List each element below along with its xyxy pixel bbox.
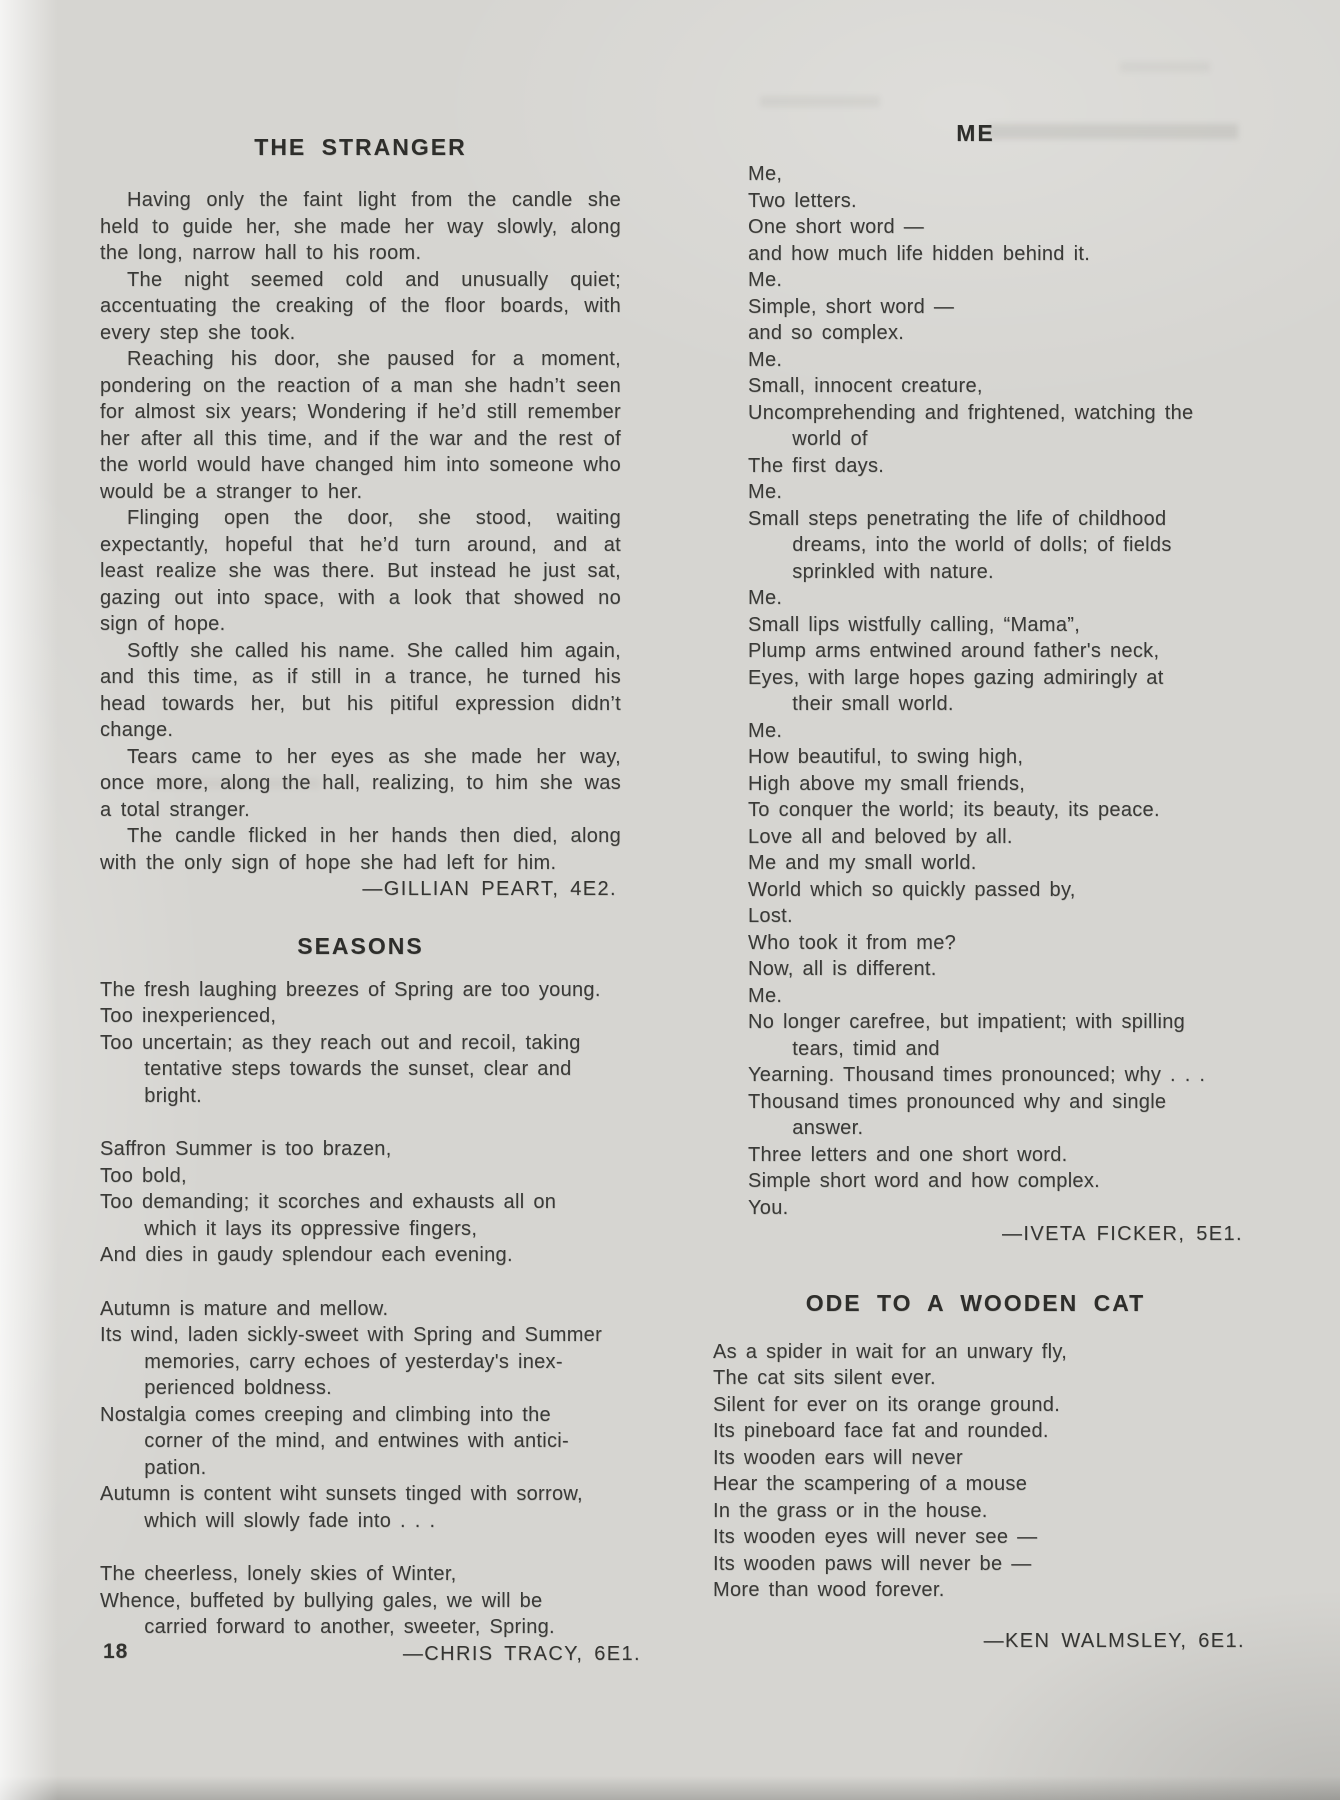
poem-line: You.: [748, 1196, 789, 1219]
poem-line: Small steps penetrating the life of childhood: [748, 507, 1167, 530]
poem-line: Too inexperienced,: [100, 1005, 277, 1027]
page-number: 18: [103, 1640, 129, 1663]
stanza: [100, 1296, 621, 1535]
poem-line: Its wind, laden sickly-sweet with Spring and Summer: [100, 1324, 603, 1346]
poem-line: The first days.: [748, 454, 885, 477]
poem-line: Small, innocent creature,: [748, 375, 983, 397]
poem-line: Whence, buffeted by bullying gales, we will be: [100, 1589, 543, 1612]
poem-line: Autumn is mature and mellow.: [100, 1297, 389, 1320]
left-column: [100, 134, 641, 1667]
poem-line: Me.: [748, 348, 783, 371]
poem-line: Its wooden eyes will never see —: [713, 1526, 1038, 1548]
poem-line: Yearning. Thousand times pronounced; why . . .: [748, 1064, 1206, 1086]
poem-line: Uncomprehending and frightened, watching the: [748, 401, 1194, 424]
poem-line: memories, carry echoes of yesterday's inex-: [100, 1350, 563, 1373]
poem-line: In the grass or in the house.: [713, 1499, 988, 1522]
poem-line: Me.: [748, 269, 783, 291]
stanza: [100, 1136, 621, 1269]
poem-line: answer.: [748, 1117, 864, 1139]
poem-line: Me.: [748, 587, 783, 609]
poem-wooden-cat-title: ODE TO A WOODEN CAT: [805, 1289, 1146, 1316]
poem-line: Me.: [748, 481, 783, 503]
poem-line: Too uncertain; as they reach out and recoil, taking: [100, 1031, 581, 1054]
poem-line: Its wooden ears will never: [713, 1446, 963, 1469]
poem-line: Thousand times pronounced why and single: [748, 1090, 1167, 1113]
poem-line: More than wood forever.: [713, 1579, 945, 1601]
poem-me-title: ME: [956, 120, 995, 146]
poem-line: To conquer the world; its beauty, its peace.: [748, 799, 1160, 821]
poem-line: Me and my small world.: [748, 852, 977, 874]
poem-line: and how much life hidden behind it.: [748, 242, 1091, 265]
poem-line: Nostalgia comes creeping and climbing into the: [100, 1403, 551, 1426]
story-paragraph: Flinging open the door, she stood, waiting expectantly, hopeful that he’d turn around, and at least realize she was there. But instead he just sat, gazing out into space, with a look that showed no sign of hope.: [100, 507, 621, 635]
poem-line: which it lays its oppressive fingers,: [100, 1217, 478, 1240]
poem-wooden-cat-attribution: —KEN WALMSLEY, 6E1.: [983, 1629, 1245, 1652]
poem-line: Silent for ever on its orange ground.: [713, 1393, 1061, 1416]
poem-line: Three letters and one short word.: [748, 1143, 1068, 1166]
poem-line: pation.: [100, 1456, 207, 1479]
story-paragraph: Having only the faint light from the candle she held to guide her, she made her way slowly, along the long, narrow hall to his room.: [100, 189, 621, 264]
poem-line: Small lips wistfully calling, “Mama”,: [748, 613, 1081, 636]
poem-line: Plump arms entwined around father's neck,: [748, 640, 1160, 662]
poem-line: their small world.: [748, 693, 954, 715]
poem-line: world of: [748, 428, 868, 450]
story-paragraph: Softly she called his name. She called him again, and this time, as if still in a trance, he turned his head towards her, but his pitiful expression didn’t change.: [100, 639, 621, 741]
poem-line: Saffron Summer is too brazen,: [100, 1138, 392, 1160]
poem-line: High above my small friends,: [748, 772, 1026, 795]
poem-line: Me,: [748, 163, 783, 185]
poem-seasons-title: SEASONS: [297, 932, 424, 959]
story-paragraph: The night seemed cold and unusually quiet; accentuating the creaking of the floor boards, with every step she took.: [100, 268, 621, 344]
story-paragraph: Tears came to her eyes as she made her way, once more, along the hall, realizing, to him she was a total stranger.: [100, 745, 621, 821]
poem-line: The cat sits silent ever.: [713, 1367, 936, 1389]
poem-seasons: [100, 932, 641, 1668]
story-the-stranger: [100, 134, 621, 903]
stanza: [100, 1561, 621, 1641]
story-attribution: —GILLIAN PEART, 4E2.: [362, 878, 617, 900]
poem-line: bright.: [100, 1084, 202, 1107]
poem-line: Autumn is content wiht sunsets tinged with sorrow,: [100, 1483, 583, 1505]
poem-line: Too bold,: [100, 1164, 187, 1187]
story-paragraph: Reaching his door, she paused for a moment, pondering on the reaction of a man she hadn’t seen for almost six years; Wondering if he’d still remember her after all this time, and if the war and the rest of the world would have changed him into someone who would be a stranger to her.: [100, 348, 621, 503]
poem-line: Simple short word and how complex.: [748, 1170, 1101, 1192]
story-body: [100, 187, 621, 876]
poem-line: perienced boldness.: [100, 1377, 333, 1399]
poem-line: carried forward to another, sweeter, Spring.: [100, 1616, 555, 1638]
showthrough-ghost-text: [760, 96, 880, 107]
poem-line: And dies in gaudy splendour each evening.: [100, 1244, 513, 1266]
poem-seasons-attribution: —CHRIS TRACY, 6E1.: [402, 1642, 641, 1665]
poem-line: Me.: [748, 719, 783, 742]
poem-me-attribution: —IVETA FICKER, 5E1.: [1002, 1223, 1243, 1245]
poem-line: As a spider in wait for an unwary fly,: [713, 1340, 1068, 1363]
poem-line: which will slowly fade into . . .: [100, 1509, 436, 1532]
poem-me: [700, 120, 1251, 1248]
poem-line: Love all and beloved by all.: [748, 825, 1013, 848]
story-paragraph: The candle flicked in her hands then died, along with the only sign of hope she had left for him.: [100, 825, 621, 874]
poem-line: The cheerless, lonely skies of Winter,: [100, 1563, 457, 1585]
poem-line: Who took it from me?: [748, 931, 957, 954]
right-column: [700, 120, 1251, 1654]
poem-seasons-body: [100, 977, 621, 1641]
poem-line: tears, timid and: [748, 1037, 940, 1060]
stanza: [100, 977, 621, 1110]
poem-line: Its wooden paws will never be —: [713, 1552, 1032, 1575]
poem-line: Eyes, with large hopes gazing admiringly at: [748, 666, 1164, 689]
poem-line: The fresh laughing breezes of Spring are too young.: [100, 978, 601, 1001]
poem-line: How beautiful, to swing high,: [748, 746, 1024, 768]
poem-line: Now, all is different.: [748, 958, 937, 980]
poem-line: Too demanding; it scorches and exhausts all on: [100, 1191, 557, 1213]
poem-me-body: [748, 161, 1251, 1221]
showthrough-ghost-text: [1120, 62, 1210, 72]
poem-line: No longer carefree, but impatient; with spilling: [748, 1011, 1186, 1033]
poem-line: sprinkled with nature.: [748, 560, 994, 583]
poem-line: Lost.: [748, 905, 793, 927]
poem-line: dreams, into the world of dolls; of fields: [748, 534, 1172, 556]
poem-line: Simple, short word —: [748, 295, 955, 318]
poem-line: Two letters.: [748, 189, 857, 212]
poem-wooden-cat-body: [713, 1339, 1251, 1604]
poem-line: Hear the scampering of a mouse: [713, 1473, 1028, 1495]
poem-line: Its pineboard face fat and rounded.: [713, 1420, 1049, 1442]
poem-line: Me.: [748, 984, 783, 1007]
poem-line: and so complex.: [748, 322, 905, 344]
story-title: THE STRANGER: [254, 134, 467, 160]
poem-line: One short word —: [748, 216, 925, 238]
poem-wooden-cat: [700, 1290, 1251, 1655]
poem-line: World which so quickly passed by,: [748, 878, 1076, 901]
poem-line: tentative steps towards the sunset, clear and: [100, 1058, 572, 1080]
poem-line: corner of the mind, and entwines with antici-: [100, 1430, 569, 1452]
